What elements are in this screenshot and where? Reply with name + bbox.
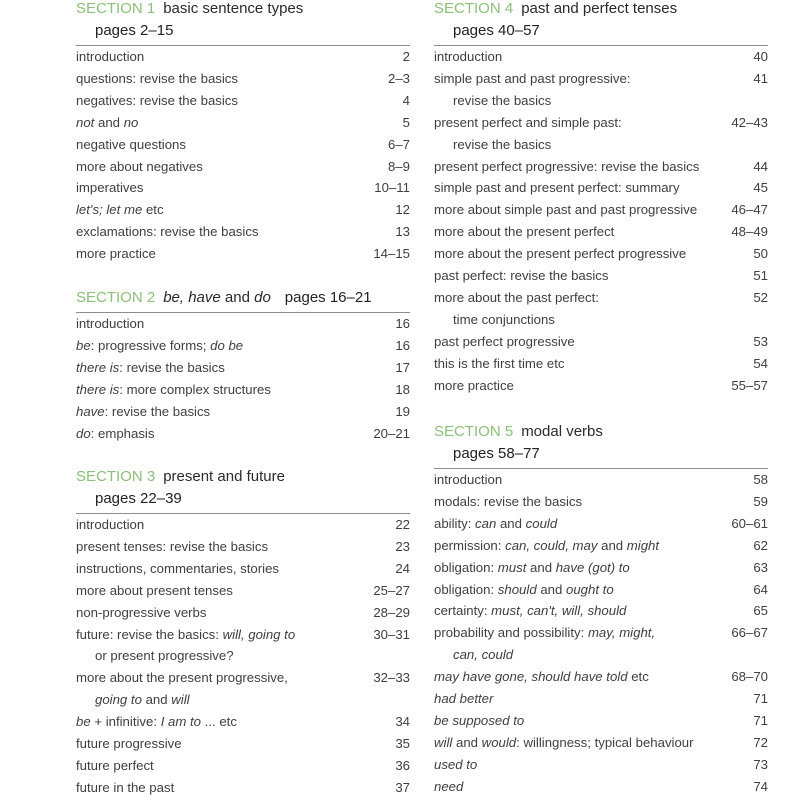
entry-title-run: can	[475, 515, 497, 531]
entry-page: 17	[395, 359, 410, 375]
toc-entry[interactable]	[434, 199, 768, 221]
entry-page: 65	[753, 603, 768, 619]
entry-title-run: do be	[210, 337, 244, 353]
entry-title-continuation	[434, 309, 747, 331]
entry-title-run: more about the present progressive,	[76, 670, 288, 686]
entry-page: 8–9	[387, 158, 410, 174]
entry-title-continuation-run: revise the basics	[453, 92, 552, 108]
entry-title-run: future progressive	[76, 736, 182, 752]
toc-entry[interactable]	[434, 156, 768, 178]
entry-title	[76, 357, 389, 379]
entry-page: 30–31	[373, 626, 410, 642]
entry-page: 4	[402, 92, 410, 108]
toc-entry[interactable]	[434, 46, 768, 68]
entry-title-continuation-run: or present progressive?	[95, 648, 234, 664]
entry-title	[76, 755, 389, 777]
entry-page: 23	[395, 538, 410, 554]
entry-title	[434, 513, 725, 535]
entry-title	[434, 666, 725, 688]
entry-title	[76, 379, 389, 401]
entry-title	[76, 558, 389, 580]
toc-entry[interactable]	[434, 353, 768, 375]
entry-title-run: let's; let me	[76, 202, 143, 218]
toc-entry[interactable]	[76, 357, 410, 379]
entry-title	[434, 579, 747, 601]
entry-title-run: can, could, may	[505, 537, 598, 553]
entry-title-run: and	[526, 559, 556, 575]
entry-title-run: used to	[434, 756, 478, 772]
entry-title-run: have	[76, 403, 105, 419]
toc-entry[interactable]	[434, 600, 768, 622]
section-section-5	[434, 421, 768, 798]
entry-page: 58	[753, 472, 768, 487]
entry-title-run: negatives: revise the basics	[76, 92, 238, 108]
entry-title	[434, 199, 725, 221]
entry-title-run: present perfect progressive: revise the basics	[434, 158, 700, 174]
section-title: basic sentence types	[163, 0, 304, 17]
entry-title-run: more about the present perfect progressive	[434, 246, 687, 262]
entry-title-run: there is	[76, 359, 120, 375]
section-pages: pages 40–57	[453, 22, 540, 39]
entry-title-run: introduction	[76, 316, 145, 331]
entry-title	[434, 177, 747, 199]
entry-title-run: certainty:	[434, 603, 492, 619]
entry-title-run: be	[76, 337, 91, 353]
entry-page: 6–7	[387, 136, 410, 152]
entry-title-run: be supposed to	[434, 712, 525, 728]
toc-entry[interactable]	[434, 491, 768, 513]
section-number: SECTION 3	[76, 468, 156, 485]
entry-title	[76, 602, 367, 624]
section-number: SECTION 1	[76, 0, 156, 17]
section-heading	[76, 0, 410, 42]
section-number: SECTION 2	[76, 289, 156, 306]
entry-title-run: more about the present perfect	[434, 224, 615, 240]
entry-title-run: could	[525, 515, 558, 531]
entry-title-run: more practice	[434, 377, 514, 393]
entry-title-continuation-run: can, could	[453, 647, 514, 663]
section-title: modal verbs	[521, 423, 603, 440]
section-heading	[434, 421, 768, 465]
entry-page: 46–47	[731, 202, 768, 218]
entry-title	[76, 112, 397, 134]
entry-page: 72	[753, 734, 768, 750]
toc-entry[interactable]	[76, 112, 410, 134]
toc-entry[interactable]	[434, 688, 768, 710]
section-heading	[434, 0, 768, 42]
toc-entry[interactable]	[76, 602, 410, 624]
entry-title-run: must, can't, will, should	[491, 603, 627, 619]
entry-title-run: obligation:	[434, 581, 498, 597]
entry-title	[76, 221, 389, 243]
section-title-run: be, have	[163, 289, 221, 306]
entry-page: 25–27	[373, 582, 410, 598]
entry-title-run: future: revise the basics:	[76, 626, 223, 642]
entry-title	[434, 600, 747, 622]
section-title: present and future	[163, 468, 285, 485]
entry-list	[76, 46, 410, 265]
entry-title	[76, 68, 382, 90]
entry-page: 14–15	[373, 246, 410, 262]
toc-entry[interactable]	[434, 287, 768, 331]
section-title: past and perfect tenses	[521, 0, 678, 17]
entry-title-run: ... etc	[201, 714, 237, 730]
entry-title-run: more about present tenses	[76, 582, 233, 598]
toc-entry[interactable]	[76, 514, 410, 536]
entry-title-run: I am to	[160, 714, 201, 730]
entry-title-continuation-run: going to	[95, 692, 142, 708]
toc-entry[interactable]	[76, 777, 410, 799]
entry-page: 55–57	[731, 377, 768, 393]
toc-entry[interactable]	[76, 580, 410, 602]
entry-title-run: and	[94, 114, 124, 130]
entry-page: 51	[753, 268, 768, 284]
entry-page: 24	[395, 560, 410, 576]
entry-title	[76, 667, 367, 711]
toc-entry[interactable]	[76, 536, 410, 558]
entry-title	[76, 313, 389, 335]
entry-title-run: this is the first time etc	[434, 355, 565, 371]
entry-page: 35	[395, 736, 410, 752]
entry-title-run: and	[496, 515, 526, 531]
entry-title-continuation	[434, 134, 725, 156]
entry-title-run: instructions, commentaries, stories	[76, 560, 280, 576]
entry-title-continuation-run: will	[171, 692, 190, 708]
entry-title	[434, 535, 747, 557]
section-title-run: and	[220, 289, 255, 306]
entry-page: 12	[395, 202, 410, 218]
entry-title-run: future in the past	[76, 779, 175, 795]
entry-page: 71	[753, 691, 768, 707]
entry-title	[434, 221, 725, 243]
toc-entry[interactable]	[434, 469, 768, 491]
entry-page: 64	[753, 581, 768, 597]
entry-title	[434, 776, 747, 798]
entry-page: 20–21	[373, 425, 410, 441]
toc-entry[interactable]	[76, 243, 410, 265]
entry-title-run: and	[452, 734, 482, 750]
entry-title-run: imperatives	[76, 180, 144, 196]
entry-title-run: will, going to	[222, 626, 296, 642]
section-pages: pages 22–39	[95, 490, 182, 507]
entry-page: 59	[753, 493, 768, 509]
entry-title-run: : willingness; typical behaviour	[516, 734, 694, 750]
toc-entry[interactable]	[434, 754, 768, 776]
toc-entry[interactable]	[434, 535, 768, 557]
entry-title	[76, 624, 367, 668]
toc-entry[interactable]	[76, 423, 410, 445]
toc-entry[interactable]	[76, 221, 410, 243]
entry-title	[76, 177, 368, 199]
entry-page: 28–29	[373, 604, 410, 620]
entry-title-run: have (got) to	[555, 559, 630, 575]
entry-title	[434, 732, 747, 754]
entry-title-run: more about negatives	[76, 158, 203, 174]
entry-title-run: introduction	[434, 49, 503, 64]
entry-page: 37	[395, 779, 410, 795]
entry-title-run: would	[481, 734, 517, 750]
entry-title	[434, 688, 747, 710]
toc-entry[interactable]	[434, 68, 768, 112]
entry-page: 73	[753, 756, 768, 772]
entry-page: 19	[395, 403, 410, 419]
toc-entry[interactable]	[76, 379, 410, 401]
entry-page: 63	[753, 559, 768, 575]
entry-title-run: questions: revise the basics	[76, 70, 238, 86]
toc-entry[interactable]	[76, 624, 410, 668]
entry-page: 5	[402, 114, 410, 130]
entry-title-run: future perfect	[76, 757, 154, 773]
entry-title	[76, 46, 397, 68]
entry-page: 10–11	[374, 180, 410, 196]
entry-page: 60–61	[731, 515, 768, 531]
entry-title-run: be	[76, 714, 91, 730]
toc-entry[interactable]	[434, 666, 768, 688]
entry-list	[76, 514, 410, 799]
entry-title-run: exclamations: revise the basics	[76, 224, 259, 240]
entry-title-run: ability:	[434, 515, 476, 531]
entry-title-run: : revise the basics	[104, 403, 211, 419]
entry-page: 74	[753, 778, 768, 794]
entry-title-run: simple past and past progressive:	[434, 70, 631, 86]
toc-entry[interactable]	[76, 46, 410, 68]
entry-title-run: had better	[434, 691, 494, 707]
section-number: SECTION 5	[434, 423, 514, 440]
entry-title-run: simple past and present perfect: summary	[434, 180, 680, 196]
entry-title	[76, 156, 382, 178]
entry-title	[76, 243, 367, 265]
toc-entry[interactable]	[434, 243, 768, 265]
toc-entry[interactable]	[434, 776, 768, 798]
entry-page: 45	[753, 180, 768, 196]
entry-title-continuation	[434, 644, 725, 666]
entry-title-continuation-run: and	[141, 692, 172, 708]
entry-title	[434, 754, 747, 776]
entry-page: 2	[402, 49, 410, 64]
section-section-4	[434, 0, 768, 397]
entry-page: 53	[753, 333, 768, 349]
entry-title	[76, 401, 389, 423]
toc-entry[interactable]	[434, 732, 768, 754]
entry-title-run: will	[434, 734, 453, 750]
entry-title-run: negative questions	[76, 136, 186, 152]
toc-entry[interactable]	[76, 755, 410, 777]
section-section-2	[76, 287, 410, 444]
entry-page: 18	[395, 381, 410, 397]
entry-title	[434, 710, 747, 732]
entry-title-run: and	[597, 537, 627, 553]
toc-entry[interactable]	[434, 331, 768, 353]
entry-title	[434, 331, 747, 353]
toc-entry[interactable]	[434, 557, 768, 579]
toc-entry[interactable]	[76, 90, 410, 112]
entry-list	[434, 469, 768, 798]
entry-title-run: + infinitive:	[90, 714, 161, 730]
entry-page: 50	[753, 246, 768, 262]
entry-title	[434, 265, 747, 287]
entry-title	[76, 199, 389, 221]
entry-page: 62	[753, 537, 768, 553]
entry-title-continuation	[76, 689, 367, 711]
entry-title-run: may, might,	[587, 625, 656, 641]
section-heading	[76, 466, 410, 510]
toc-entry[interactable]	[76, 134, 410, 156]
entry-title-run: do	[76, 425, 91, 441]
section-pages: pages 16–21	[284, 289, 372, 306]
section-pages: pages 58–77	[453, 445, 540, 462]
toc-entry[interactable]	[76, 733, 410, 755]
entry-title-run: permission:	[434, 537, 506, 553]
section-title-run: do	[254, 289, 271, 306]
toc-entry[interactable]	[76, 711, 410, 733]
entry-title-run: past perfect: revise the basics	[434, 268, 609, 284]
toc-entry[interactable]	[76, 667, 410, 711]
entry-page: 36	[395, 757, 410, 773]
entry-title-run: not	[76, 114, 95, 130]
section-section-3	[76, 466, 410, 799]
entry-title-run: : more complex structures	[119, 381, 271, 397]
entry-page: 68–70	[731, 669, 768, 685]
entry-page: 16	[395, 337, 410, 353]
toc-entry[interactable]	[434, 221, 768, 243]
entry-title	[434, 557, 747, 579]
entry-title	[76, 514, 389, 536]
entry-title-run: more about simple past and past progressive	[434, 202, 698, 218]
entry-title-run: and	[536, 581, 567, 597]
entry-page: 40	[753, 49, 768, 64]
entry-title-continuation	[434, 90, 747, 112]
entry-list	[76, 313, 410, 444]
entry-title-run: non-progressive verbs	[76, 604, 207, 620]
entry-title-run: present tenses: revise the basics	[76, 538, 269, 554]
toc-entry[interactable]	[434, 375, 768, 397]
toc-entry[interactable]	[76, 558, 410, 580]
entry-title	[76, 580, 367, 602]
entry-title-run: might	[626, 537, 660, 553]
entry-page: 32–33	[373, 670, 410, 686]
entry-page: 16	[395, 316, 410, 331]
entry-title	[76, 711, 389, 733]
entry-title	[434, 375, 725, 397]
entry-title-run: more about the past perfect:	[434, 289, 599, 305]
entry-title	[434, 68, 747, 112]
entry-title	[76, 777, 389, 799]
toc-entry[interactable]	[76, 401, 410, 423]
section-pages: pages 2–15	[95, 22, 174, 39]
entry-title	[434, 46, 747, 68]
toc-entry[interactable]	[434, 112, 768, 156]
entry-title-run: probability and possibility:	[434, 625, 588, 641]
entry-page: 2–3	[387, 70, 410, 86]
entry-page: 13	[395, 224, 410, 240]
entry-title-run: : emphasis	[90, 425, 155, 441]
entry-title-run: : progressive forms;	[90, 337, 211, 353]
entry-title-run: obligation:	[434, 559, 498, 575]
entry-title	[76, 134, 382, 156]
entry-title	[434, 156, 747, 178]
section-heading	[76, 287, 410, 309]
entry-title	[76, 335, 389, 357]
entry-page: 54	[753, 355, 768, 371]
toc-entry[interactable]	[434, 579, 768, 601]
entry-page: 42–43	[731, 114, 768, 130]
toc-entry[interactable]	[76, 68, 410, 90]
toc-entry[interactable]	[76, 313, 410, 335]
entry-page: 71	[753, 712, 768, 728]
entry-title-run: modals: revise the basics	[434, 493, 583, 509]
entry-title	[434, 622, 725, 666]
entry-title	[434, 112, 725, 156]
entry-title	[76, 423, 367, 445]
entry-title-continuation	[76, 645, 367, 667]
entry-title-run: present perfect and simple past:	[434, 114, 622, 130]
entry-title-run: may have gone, should have told	[434, 669, 628, 685]
entry-title-run: need	[434, 778, 464, 794]
toc-entry[interactable]	[76, 199, 410, 221]
entry-title-continuation-run: time conjunctions	[453, 311, 555, 327]
entry-title-run: more practice	[76, 246, 156, 262]
section-section-1	[76, 0, 410, 265]
entry-title-run: no	[123, 114, 139, 130]
toc-entry[interactable]	[434, 513, 768, 535]
entry-title	[76, 733, 389, 755]
entry-title-run: should	[497, 581, 537, 597]
toc-entry[interactable]	[434, 265, 768, 287]
entry-title-run: introduction	[434, 472, 503, 487]
entry-title-run: : revise the basics	[119, 359, 225, 375]
entry-page: 66–67	[731, 625, 768, 641]
entry-title-continuation-run: revise the basics	[453, 136, 552, 152]
entry-title	[434, 469, 747, 491]
entry-title	[434, 287, 747, 331]
entry-title-run: introduction	[76, 517, 145, 532]
entry-title	[434, 243, 747, 265]
entry-title	[76, 536, 389, 558]
entry-title-run: etc	[627, 669, 649, 685]
entry-page: 41	[753, 70, 768, 86]
toc-entry[interactable]	[434, 177, 768, 199]
toc-entry[interactable]	[76, 335, 410, 357]
toc-entry[interactable]	[434, 622, 768, 666]
entry-title-run: past perfect progressive	[434, 333, 575, 349]
toc-entry[interactable]	[434, 710, 768, 732]
section-number: SECTION 4	[434, 0, 514, 17]
section-title	[163, 289, 271, 306]
entry-page: 48–49	[731, 224, 768, 240]
entry-page: 34	[395, 714, 410, 730]
entry-title	[76, 90, 397, 112]
entry-title	[434, 353, 747, 375]
entry-page: 22	[395, 517, 410, 532]
entry-page: 52	[753, 289, 768, 305]
entry-title	[434, 491, 747, 513]
entry-page: 44	[753, 158, 768, 174]
entry-title-run: introduction	[76, 49, 145, 64]
entry-title-run: etc	[142, 202, 164, 218]
entry-title-run: must	[497, 559, 527, 575]
toc-entry[interactable]	[76, 177, 410, 199]
entry-title-run: ought to	[566, 581, 614, 597]
entry-list	[434, 46, 768, 397]
toc-entry[interactable]	[76, 156, 410, 178]
entry-title-run: there is	[76, 381, 120, 397]
